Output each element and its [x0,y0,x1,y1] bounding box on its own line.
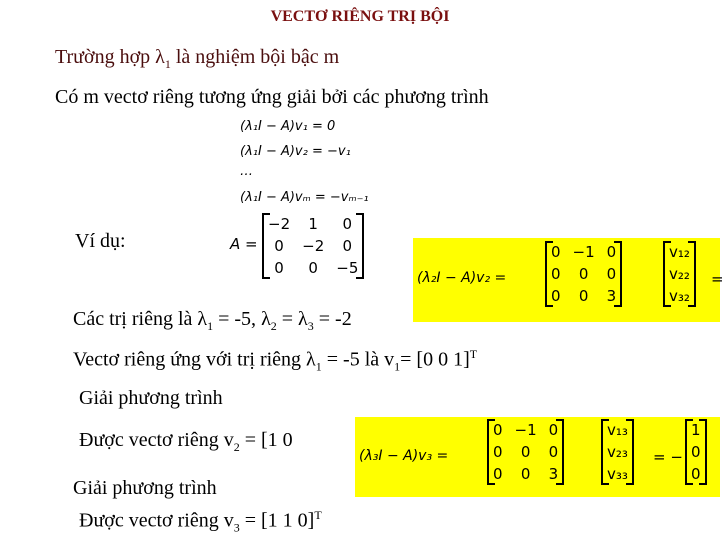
matrix-a-cell: 0 [308,259,318,277]
example-label: Ví dụ: [75,230,126,252]
eq-lambda2-matrix-cell: 0 [578,287,589,305]
matrix-a-cell: −5 [336,259,359,277]
eq-lambda3-matrix-cell: 0 [520,465,531,483]
eq-lambda3-matrix-cell: 0 [548,443,559,461]
eq-lambda3-matrix-cell: 3 [548,465,559,483]
eq-lambda3-matrix-cell: 0 [493,421,503,439]
system-eq-2: (λ₁I − A)v₂ = −v₁ [240,144,351,159]
got1-value: = [1 0 [239,429,293,451]
eq-lambda3-box [355,417,720,497]
solve-line-1: Giải phương trình [79,387,223,409]
eq-lambda2-matrix-row [545,263,622,285]
eq-lambda2-matrix-cell: 0 [551,265,561,283]
eq-lambda2-vector-cell: v₃₂ [669,287,690,305]
matrix-a-row [262,213,364,235]
eq-lambda3-rhs-vector-cell: 1 [691,421,701,439]
got2-prefix: Được vectơ riêng v [79,509,234,532]
eq-lambda3-matrix-row [487,441,564,463]
eq-lambda2-lhs: (λ₂I − A)v₂ = [417,270,507,286]
solve-line-2: Giải phương trình [73,477,217,499]
eq-lambda2-vector-cell: v₂₂ [669,265,690,283]
eigenvalues-line [73,308,352,334]
got-line-2 [79,508,322,536]
eigen-prefix: Các trị riêng là [73,308,198,330]
eq-lambda2-matrix-row [545,285,622,307]
eq-lambda3-rhs-vector-cell: 0 [691,465,701,483]
eq-lambda3-matrix-cell: 0 [520,443,531,461]
eq-lambda2-matrix-cell: 0 [551,243,561,261]
matrix-a-cell: 0 [342,215,353,233]
vector-sub: 1 [394,359,401,374]
eq-lambda2-vector-cell: v₁₂ [669,243,690,261]
eq-lambda2-matrix [545,241,622,307]
eq-lambda3-matrix-cell: 0 [493,465,503,483]
got-line-1 [79,429,293,455]
eq-lambda2-matrix-cell: −1 [572,243,595,261]
eq-lambda2-box [413,238,724,322]
eq-lambda2-rhs: = [711,270,724,288]
lambda3-symbol: λ [298,308,308,330]
lambda-symbol: λ [155,46,165,68]
got1-prefix: Được vectơ riêng v [79,429,234,451]
eq-lambda2-matrix-cell: 0 [578,265,589,283]
system-dots: … [240,164,253,179]
eq-lambda2-matrix-cell: 0 [551,287,561,305]
eq-lambda3-vector-cell: v₃₃ [607,465,628,483]
matrix-a-cell: 0 [342,237,353,255]
eq-lambda3-matrix-row [487,419,564,441]
vector-value: = [0 0 1] [400,348,470,371]
eq-lambda3-matrix-cell: 0 [493,443,503,461]
slide-title: VECTƠ RIÊNG TRỊ BỘI [270,8,450,25]
matrix-a-cell: 0 [274,237,284,255]
matrix-a-row [262,235,364,257]
eigen-mid2: = [276,308,299,330]
eq-lambda3-rhs-vector-cell: 0 [691,443,701,461]
eigen-mid1: = -5, [213,308,262,330]
eq-lambda3-vector [601,419,634,485]
eq-lambda3-matrix-cell: 0 [548,421,559,439]
got1-sub: 2 [233,440,240,454]
case-line [55,46,339,72]
eq-lambda2-matrix-row [545,241,622,263]
eq-lambda3-vector-cell: v₁₃ [607,421,628,439]
matrix-a-cell: 0 [274,259,284,277]
matrix-a-name: A = [230,235,258,253]
eq-lambda3-matrix-row [487,463,564,485]
matrix-a-row [262,257,364,279]
matrix-a-cell: −2 [302,237,325,255]
eq-lambda3-lhs: (λ₃I − A)v₃ = [359,448,449,464]
vector-prefix: Vectơ riêng ứng với trị riêng [73,348,307,371]
eq-lambda3-vector-cell: v₂₃ [607,443,628,461]
eq-lambda3-matrix-cell: −1 [514,421,537,439]
eq-lambda2-matrix-cell: 0 [606,243,617,261]
lambda2-symbol: λ [261,308,271,330]
lambda1-symbol: λ [197,308,208,330]
matrix-a [262,213,364,279]
eq-lambda2-matrix-cell: 3 [606,287,617,305]
eq-lambda3-rhs: = − [653,448,683,466]
lambda-symbol: λ [306,348,316,371]
eq-lambda2-vector [663,241,696,307]
lambda-sub: 1 [315,359,322,374]
case-prefix: Trường hợp [55,46,156,68]
eq-lambda3-matrix [487,419,564,485]
eq-lambda2-matrix-cell: 0 [606,265,617,283]
got2-sub: 3 [233,520,240,535]
matrix-a-cell: −2 [268,215,291,233]
case-suffix: là nghiệm bội bậc m [170,46,340,68]
transpose-sup: T [469,347,478,361]
eigen-end: = -2 [313,308,352,330]
eq-lambda3-rhs-vector [685,419,707,485]
got2-transpose-sup: T [314,508,322,522]
vector-mid: = -5 là v [321,348,395,371]
system-eq-3: (λ₁I − A)vₘ = −vₘ₋₁ [240,190,369,205]
lambda1-sub: 1 [207,319,214,333]
lambda-subscript: 1 [164,57,171,71]
lambda2-sub: 2 [270,319,277,333]
eigenvector-line [73,347,477,375]
intro-line: Có m vectơ riêng tương ứng giải bởi các phương trình [55,86,489,108]
system-eq-1: (λ₁I − A)v₁ = 0 [240,119,336,134]
lambda3-sub: 3 [307,319,314,333]
matrix-a-cell: 1 [308,215,318,233]
got2-value: = [1 1 0] [239,509,315,532]
